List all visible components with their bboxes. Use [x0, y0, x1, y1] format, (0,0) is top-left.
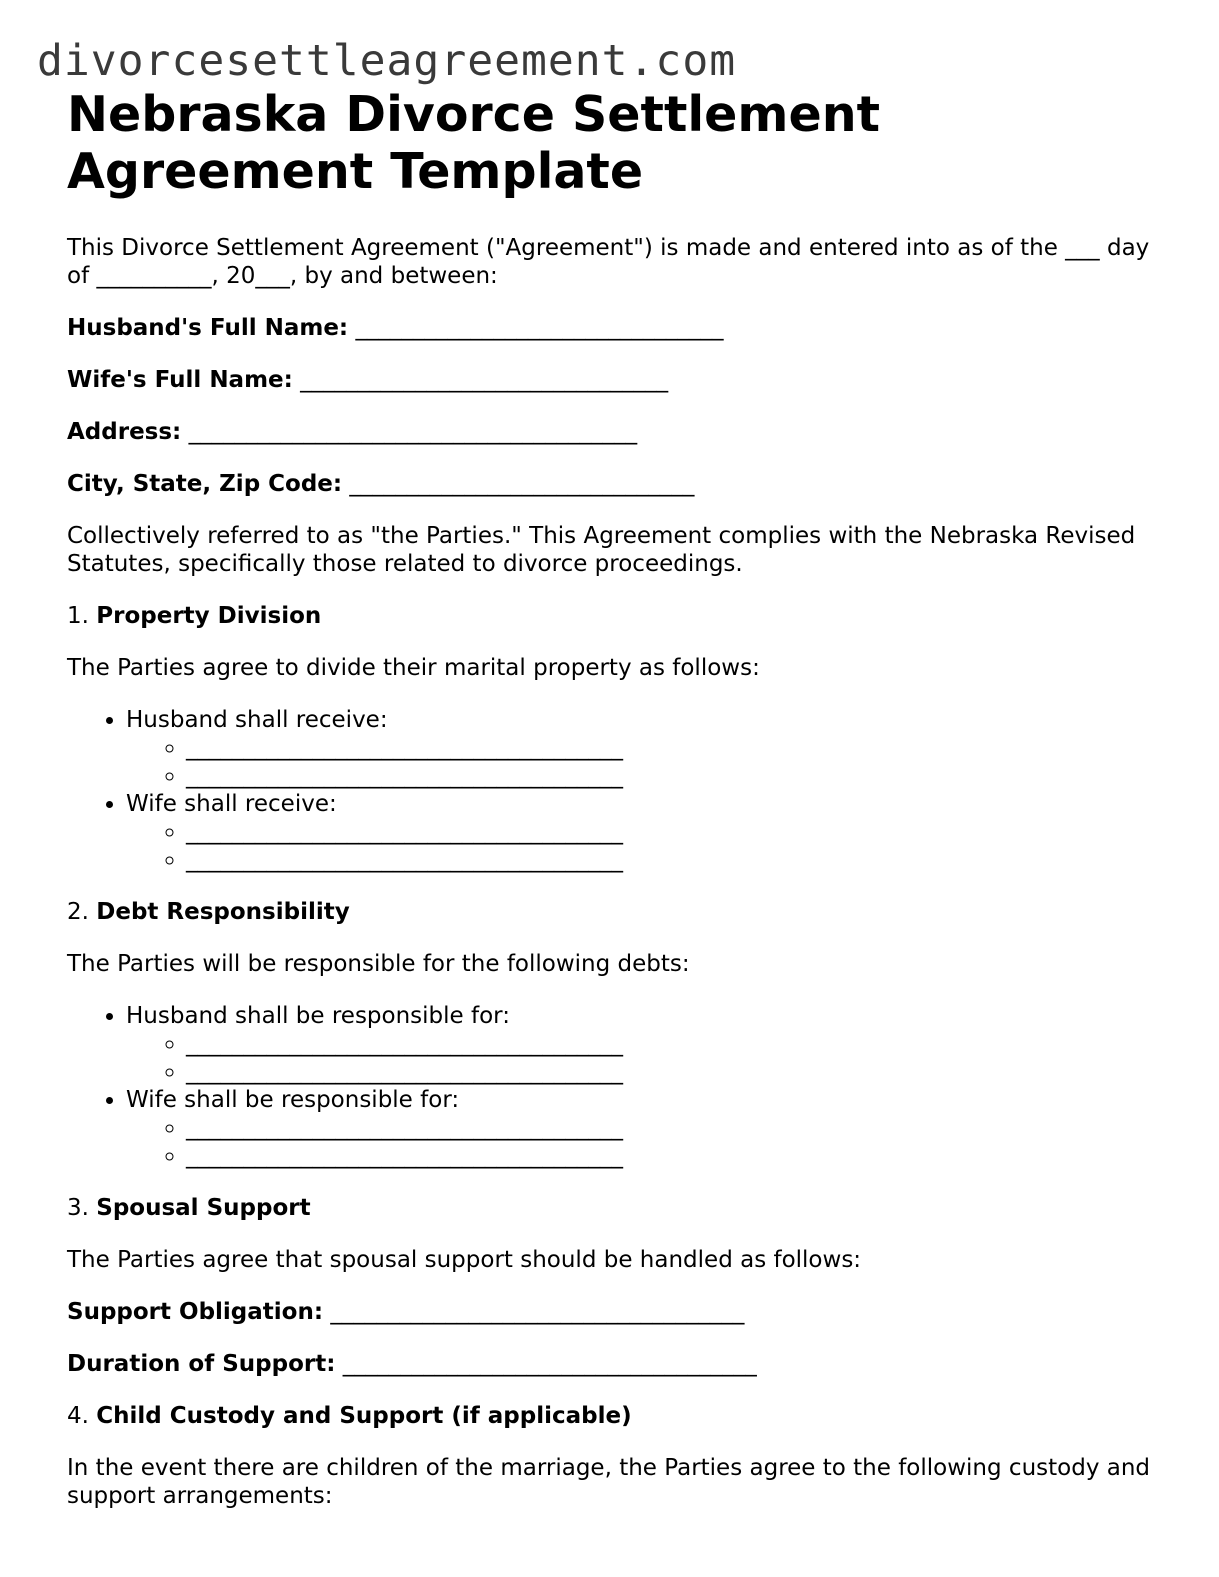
section-3-number: 3. — [67, 1195, 89, 1221]
wife-receive-label: Wife shall receive: — [126, 791, 337, 817]
blank-line[interactable]: ◦ ______________________________________ — [186, 762, 1157, 790]
section-2-number: 2. — [67, 899, 89, 925]
blank-line[interactable]: ◦ ______________________________________ — [186, 1058, 1157, 1086]
section-4-number: 4. — [67, 1403, 89, 1429]
husband-name-blank[interactable]: ________________________________ — [355, 315, 724, 341]
husband-name-label: Husband's Full Name: — [67, 315, 349, 341]
list-item — [126, 1002, 1157, 1086]
section-1-title: Property Division — [96, 603, 322, 629]
title-line-2: Agreement Template — [67, 143, 644, 200]
section-2-text: The Parties will be responsible for the following debts: — [67, 951, 690, 977]
support-duration-blank[interactable]: ____________________________________ — [342, 1351, 757, 1377]
address-blank[interactable]: _______________________________________ — [188, 419, 638, 445]
wife-receive-blanks — [126, 818, 1157, 874]
section-4-title: Child Custody and Support (if applicable) — [96, 1403, 632, 1429]
document-title — [67, 86, 1157, 200]
section-1-text: The Parties agree to divide their marital property as follows: — [67, 655, 760, 681]
debt-list — [67, 1002, 1157, 1170]
wife-debt-label: Wife shall be responsible for: — [126, 1087, 460, 1113]
blank-line[interactable]: ◦ ______________________________________ — [186, 1030, 1157, 1058]
city-state-zip-blank[interactable]: ______________________________ — [349, 471, 695, 497]
document-body — [67, 86, 1157, 1510]
list-item — [126, 1086, 1157, 1170]
husband-debt-blanks — [126, 1030, 1157, 1086]
blank-line[interactable]: ◦ ______________________________________ — [186, 734, 1157, 762]
blank-line[interactable]: ◦ ______________________________________ — [186, 818, 1157, 846]
section-1-number: 1. — [67, 603, 89, 629]
intro-paragraph: This Divorce Settlement Agreement ("Agreement") is made and entered into as of the ___ day of __________, 20___, by and between: — [67, 235, 1150, 289]
title-line-1: Nebraska Divorce Settlement — [67, 86, 880, 143]
support-duration-label: Duration of Support: — [67, 1351, 336, 1377]
section-3-heading — [67, 1194, 1157, 1222]
husband-debt-label: Husband shall be responsible for: — [126, 1003, 510, 1029]
husband-receive-blanks — [126, 734, 1157, 790]
section-3-text: The Parties agree that spousal support should be handled as follows: — [67, 1247, 862, 1273]
section-4-text: In the event there are children of the marriage, the Parties agree to the following custody and support arrangements: — [67, 1455, 1151, 1509]
wife-debt-blanks — [126, 1114, 1157, 1170]
list-item — [126, 790, 1157, 874]
section-3-title: Spousal Support — [96, 1195, 311, 1221]
wife-name-field — [67, 366, 1157, 394]
support-obligation-field — [67, 1298, 1157, 1326]
section-1-heading — [67, 602, 1157, 630]
support-obligation-blank[interactable]: ____________________________________ — [330, 1299, 745, 1325]
wife-name-label: Wife's Full Name: — [67, 367, 293, 393]
address-label: Address: — [67, 419, 182, 445]
site-watermark: divorcesettleagreement.com — [37, 36, 737, 86]
address-field — [67, 418, 1157, 446]
husband-receive-label: Husband shall receive: — [126, 707, 388, 733]
city-state-zip-field — [67, 470, 1157, 498]
property-list — [67, 706, 1157, 874]
support-duration-field — [67, 1350, 1157, 1378]
blank-line[interactable]: ◦ ______________________________________ — [186, 1142, 1157, 1170]
section-2-title: Debt Responsibility — [96, 899, 350, 925]
wife-name-blank[interactable]: ________________________________ — [300, 367, 669, 393]
section-2-heading — [67, 898, 1157, 926]
husband-name-field — [67, 314, 1157, 342]
city-state-zip-label: City, State, Zip Code: — [67, 471, 343, 497]
list-item — [126, 706, 1157, 790]
blank-line[interactable]: ◦ ______________________________________ — [186, 846, 1157, 874]
blank-line[interactable]: ◦ ______________________________________ — [186, 1114, 1157, 1142]
support-obligation-label: Support Obligation: — [67, 1299, 324, 1325]
parties-paragraph: Collectively referred to as "the Parties." This Agreement complies with the Nebraska Revised Statutes, specifically those related to divorce proceedings. — [67, 523, 1136, 577]
section-4-heading — [67, 1402, 1157, 1430]
